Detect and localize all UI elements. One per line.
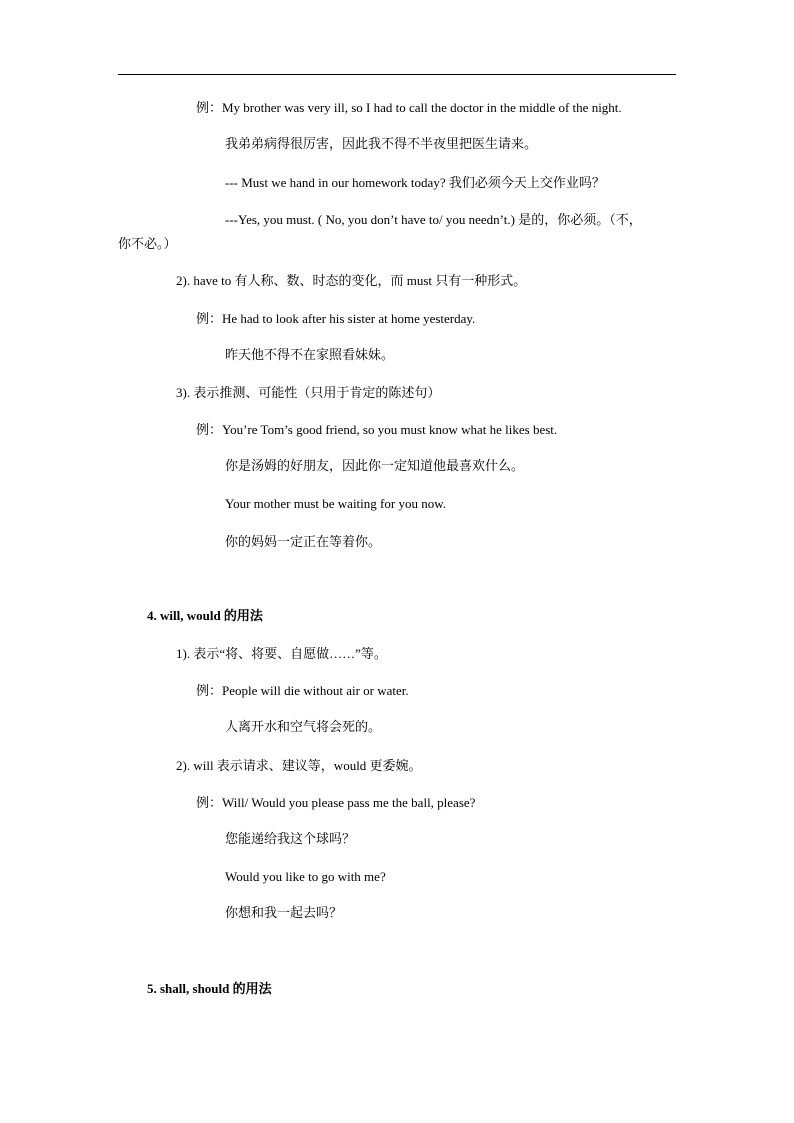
example-line: 例：He had to look after his sister at home yesterday. xyxy=(196,311,476,326)
example-line: Your mother must be waiting for you now. xyxy=(225,496,446,511)
translation-line: 您能递给我这个球吗？ xyxy=(225,832,356,847)
rule-point: 3). 表示推测、可能性（只用于肯定的陈述句） xyxy=(176,385,441,400)
example-line: Would you like to go with me? xyxy=(225,869,386,884)
header-rule xyxy=(118,74,676,75)
rule-point: 2). will 表示请求、建议等，would 更委婉。 xyxy=(176,758,422,773)
dialog-line: ---Yes, you must. ( No, you don’t have to/ you needn’t.) 是的，你必须。（不， xyxy=(225,212,642,227)
dialog-line: --- Must we hand in our homework today? 我们必须今天上交作业吗？ xyxy=(225,175,605,190)
section-heading: 4. will, would 的用法 xyxy=(147,608,263,623)
example-line: 例：You’re Tom’s good friend, so you must know what he likes best. xyxy=(196,422,558,437)
translation-line: 你是汤姆的好朋友，因此你一定知道他最喜欢什么。 xyxy=(225,459,525,474)
translation-line: 昨天他不得不在家照看妹妹。 xyxy=(225,348,395,363)
translation-line: 我弟弟病得很厉害，因此我不得不半夜里把医生请来。 xyxy=(225,137,538,152)
translation-line: 人离开水和空气将会死的。 xyxy=(225,720,382,735)
translation-line: 你的妈妈一定正在等着你。 xyxy=(225,535,382,550)
example-line: 例：Will/ Would you please pass me the ball, please? xyxy=(196,795,476,810)
section-heading: 5. shall, should 的用法 xyxy=(147,981,272,996)
translation-line: 你想和我一起去吗？ xyxy=(225,906,343,921)
example-line: 例：My brother was very ill, so I had to call the doctor in the middle of the night. xyxy=(196,100,622,115)
rule-point: 2). have to 有人称、数、时态的变化，而 must 只有一种形式。 xyxy=(176,273,527,288)
dialog-line-continued: 你不必。） xyxy=(118,237,177,252)
example-line: 例：People will die without air or water. xyxy=(196,683,409,698)
rule-point: 1). 表示“将、将要、自愿做……”等。 xyxy=(176,646,387,661)
